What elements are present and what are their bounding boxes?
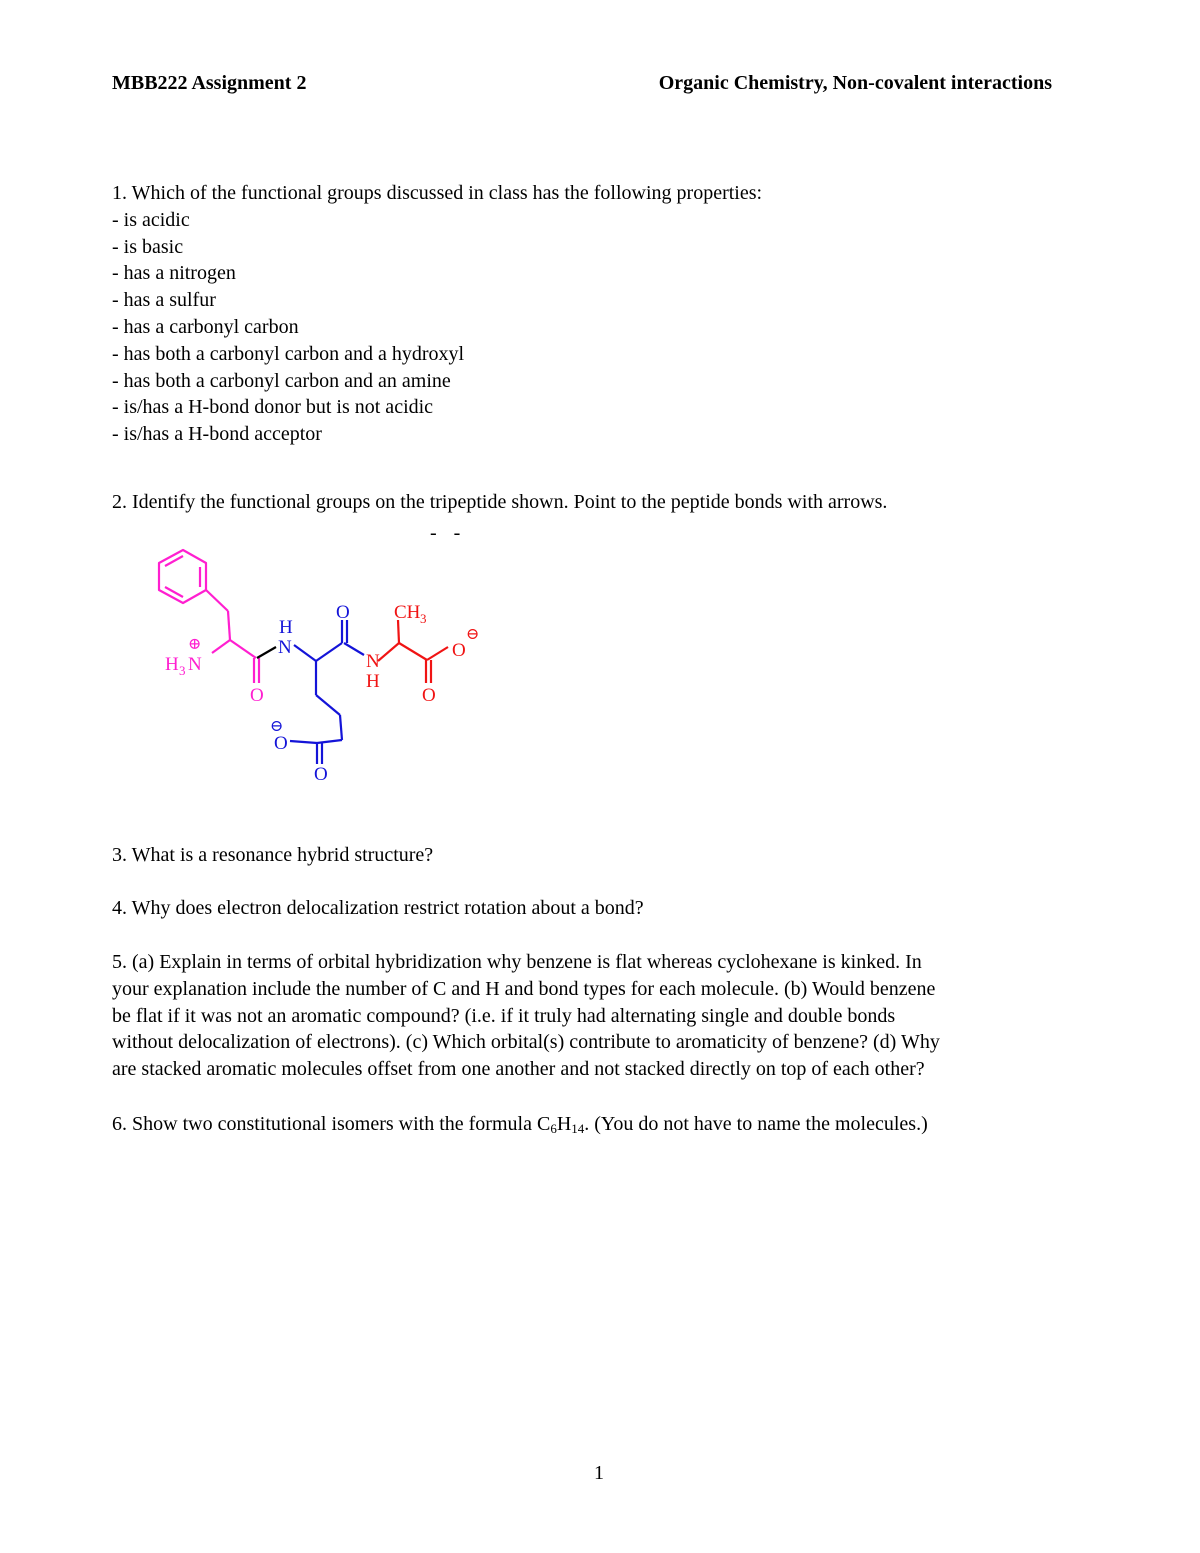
question-1-item: - has a nitrogen [112, 262, 236, 285]
amine-n: N [188, 654, 202, 675]
question-1-item: - is acidic [112, 208, 190, 231]
bond [228, 611, 230, 640]
carbonyl-oxygen: O [336, 602, 350, 623]
page-number: 1 [594, 1462, 604, 1484]
question-1-item: - has both a carbonyl carbon and an amine [112, 369, 451, 392]
question-6 [112, 1111, 1092, 1143]
negative-charge: ⊖ [466, 626, 480, 643]
question-5-line: are stacked aromatic molecules offset from one another and not stacked directly on top of each other? [112, 1058, 925, 1081]
bond [317, 740, 342, 743]
amide-h: H [366, 671, 380, 692]
carbonyl-oxygen: O [422, 685, 436, 706]
question-1-item: - has a sulfur [112, 289, 216, 312]
bond [290, 741, 317, 743]
formula-subscript: 14 [571, 1121, 585, 1136]
stray-dashes: - - [430, 522, 467, 544]
methyl-c: CH [394, 602, 421, 623]
bond [230, 640, 256, 658]
bond [206, 590, 228, 611]
question-5-line: without delocalization of electrons). (c) Which orbital(s) contribute to aromaticity of benzene? (d) Why [112, 1031, 940, 1054]
formula-h: H [556, 1113, 572, 1135]
question-3: 3. What is a resonance hybrid structure? [112, 844, 434, 866]
glutamate-residue [290, 620, 364, 764]
question-1-intro: 1. Which of the functional groups discussed in class has the following properties: [112, 182, 763, 204]
bond [316, 643, 342, 661]
bond [294, 645, 316, 661]
question-4: 4. Why does electron delocalization restrict rotation about a bond? [112, 897, 644, 919]
bond [316, 695, 340, 715]
bond [427, 647, 448, 660]
alanine-residue [378, 620, 448, 683]
bond [344, 643, 364, 655]
amide-n: N [278, 637, 292, 658]
formula-subscript: 6 [550, 1121, 557, 1136]
methyl-subscript: 3 [420, 611, 427, 626]
tripeptide-structure [130, 535, 510, 790]
bond [378, 643, 399, 661]
question-6-text-end: . (You do not have to name the molecules.) [584, 1113, 928, 1135]
question-2: 2. Identify the functional groups on the tripeptide shown. Point to the peptide bonds with arrows. [112, 491, 888, 513]
question-1 [112, 180, 1092, 448]
positive-charge: ⊕ [188, 636, 202, 653]
carboxylate-oxygen: O [314, 764, 328, 785]
question-5-line: be flat if it was not an aromatic compound? (i.e. if it truly had alternating single and double bonds [112, 1004, 896, 1027]
bond [399, 643, 427, 660]
question-1-item: - is basic [112, 235, 184, 258]
amine-subscript: 3 [179, 663, 186, 678]
question-5-line: 5. (a) Explain in terms of orbital hybridization why benzene is flat whereas cyclohexane is kinked. In [112, 951, 922, 973]
amide-h: H [279, 617, 293, 638]
question-5-line: your explanation include the number of C and H and bond types for each molecule. (b) Would benzene [112, 977, 936, 1000]
amide-n: N [366, 651, 380, 672]
bond [398, 620, 399, 643]
amine-h: H [165, 654, 179, 675]
negative-charge: ⊖ [270, 718, 284, 735]
bond [340, 715, 342, 740]
carboxylate-oxygen: O [452, 640, 466, 661]
question-6-text: 6. Show two constitutional isomers with the formula C [112, 1113, 551, 1135]
carboxylate-oxygen: O [274, 733, 288, 754]
question-5 [112, 949, 1092, 1083]
carbonyl-oxygen: O [250, 685, 264, 706]
question-1-item: - is/has a H-bond acceptor [112, 423, 322, 446]
question-1-item: - has a carbonyl carbon [112, 315, 299, 338]
bond [212, 640, 230, 653]
question-1-item: - has both a carbonyl carbon and a hydroxyl [112, 342, 465, 365]
header-topic-title: Organic Chemistry, Non-covalent interactions [658, 72, 1052, 94]
peptide-bond [257, 647, 276, 658]
question-1-item: - is/has a H-bond donor but is not acidic [112, 396, 434, 419]
header-course-title: MBB222 Assignment 2 [112, 72, 307, 94]
